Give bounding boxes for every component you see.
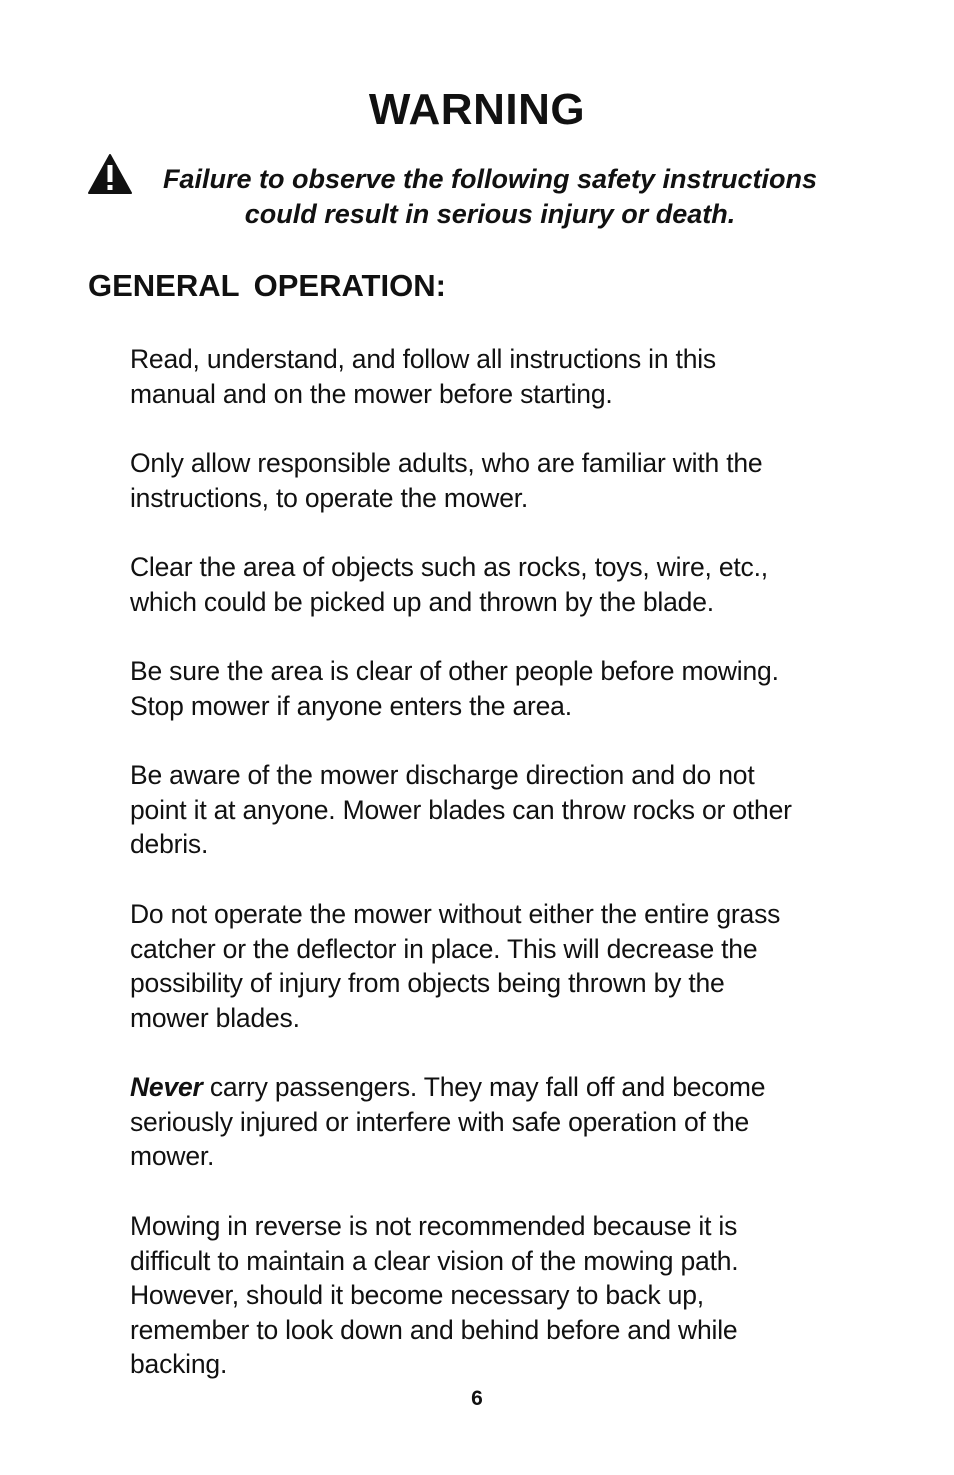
paragraph-line: carry passengers. They may fall off and become: [202, 1072, 766, 1102]
section-heading: GENERAL OPERATION:: [88, 268, 446, 303]
paragraph-line: mower blades.: [130, 1002, 300, 1033]
warning-message-line-1: Failure to observe the following safety instructions: [162, 164, 818, 194]
paragraph-line: manual and on the mower before starting.: [130, 378, 613, 409]
paragraph-line: difficult to maintain a clear vision of the mowing path.: [130, 1245, 739, 1276]
paragraph-line: Only allow responsible adults, who are familiar with the: [130, 448, 763, 478]
paragraph-line: Be aware of the mower discharge direction and do not: [130, 760, 755, 790]
instruction-paragraph-2: [130, 446, 860, 515]
warning-message-line-2: could result in serious injury or death.: [244, 199, 736, 229]
instruction-paragraph-3: [130, 550, 860, 619]
paragraph-line: remember to look down and behind before and while: [130, 1314, 738, 1345]
paragraph-line: seriously injured or interfere with safe operation of the: [130, 1106, 750, 1137]
warning-message: [120, 162, 860, 232]
instruction-paragraph-7: [130, 1070, 860, 1174]
paragraph-line: However, should it become necessary to back up,: [130, 1280, 704, 1311]
paragraph-line: point it at anyone. Mower blades can throw rocks or other: [130, 794, 792, 825]
paragraph-line: catcher or the deflector in place. This will decrease the: [130, 933, 758, 964]
instruction-paragraph-6: [130, 897, 860, 1035]
emphasis-never: Never: [130, 1072, 203, 1102]
paragraph-line: mower.: [130, 1141, 215, 1172]
instruction-paragraph-5: [130, 758, 860, 862]
paragraph-line: debris.: [130, 829, 209, 860]
paragraph-line: which could be picked up and thrown by the blade.: [130, 586, 714, 617]
instruction-paragraph-8: [130, 1209, 860, 1382]
instruction-paragraph-4: [130, 654, 860, 723]
paragraph-line: Read, understand, and follow all instructions in this: [130, 344, 716, 374]
page-title: WARNING: [368, 85, 586, 134]
paragraph-line: Mowing in reverse is not recommended because it is: [130, 1211, 738, 1241]
page-number: 6: [471, 1387, 483, 1410]
paragraph-line: Do not operate the mower without either the entire grass: [130, 899, 781, 929]
paragraph-line: instructions, to operate the mower.: [130, 482, 529, 513]
paragraph-line: backing.: [130, 1349, 228, 1380]
instruction-paragraph-1: [130, 342, 860, 411]
paragraph-line: Clear the area of objects such as rocks, toys, wire, etc.,: [130, 552, 768, 582]
paragraph-line: Be sure the area is clear of other people before mowing.: [130, 656, 779, 686]
paragraph-line: Stop mower if anyone enters the area.: [130, 690, 572, 721]
paragraph-line: possibility of injury from objects being thrown by the: [130, 968, 725, 999]
